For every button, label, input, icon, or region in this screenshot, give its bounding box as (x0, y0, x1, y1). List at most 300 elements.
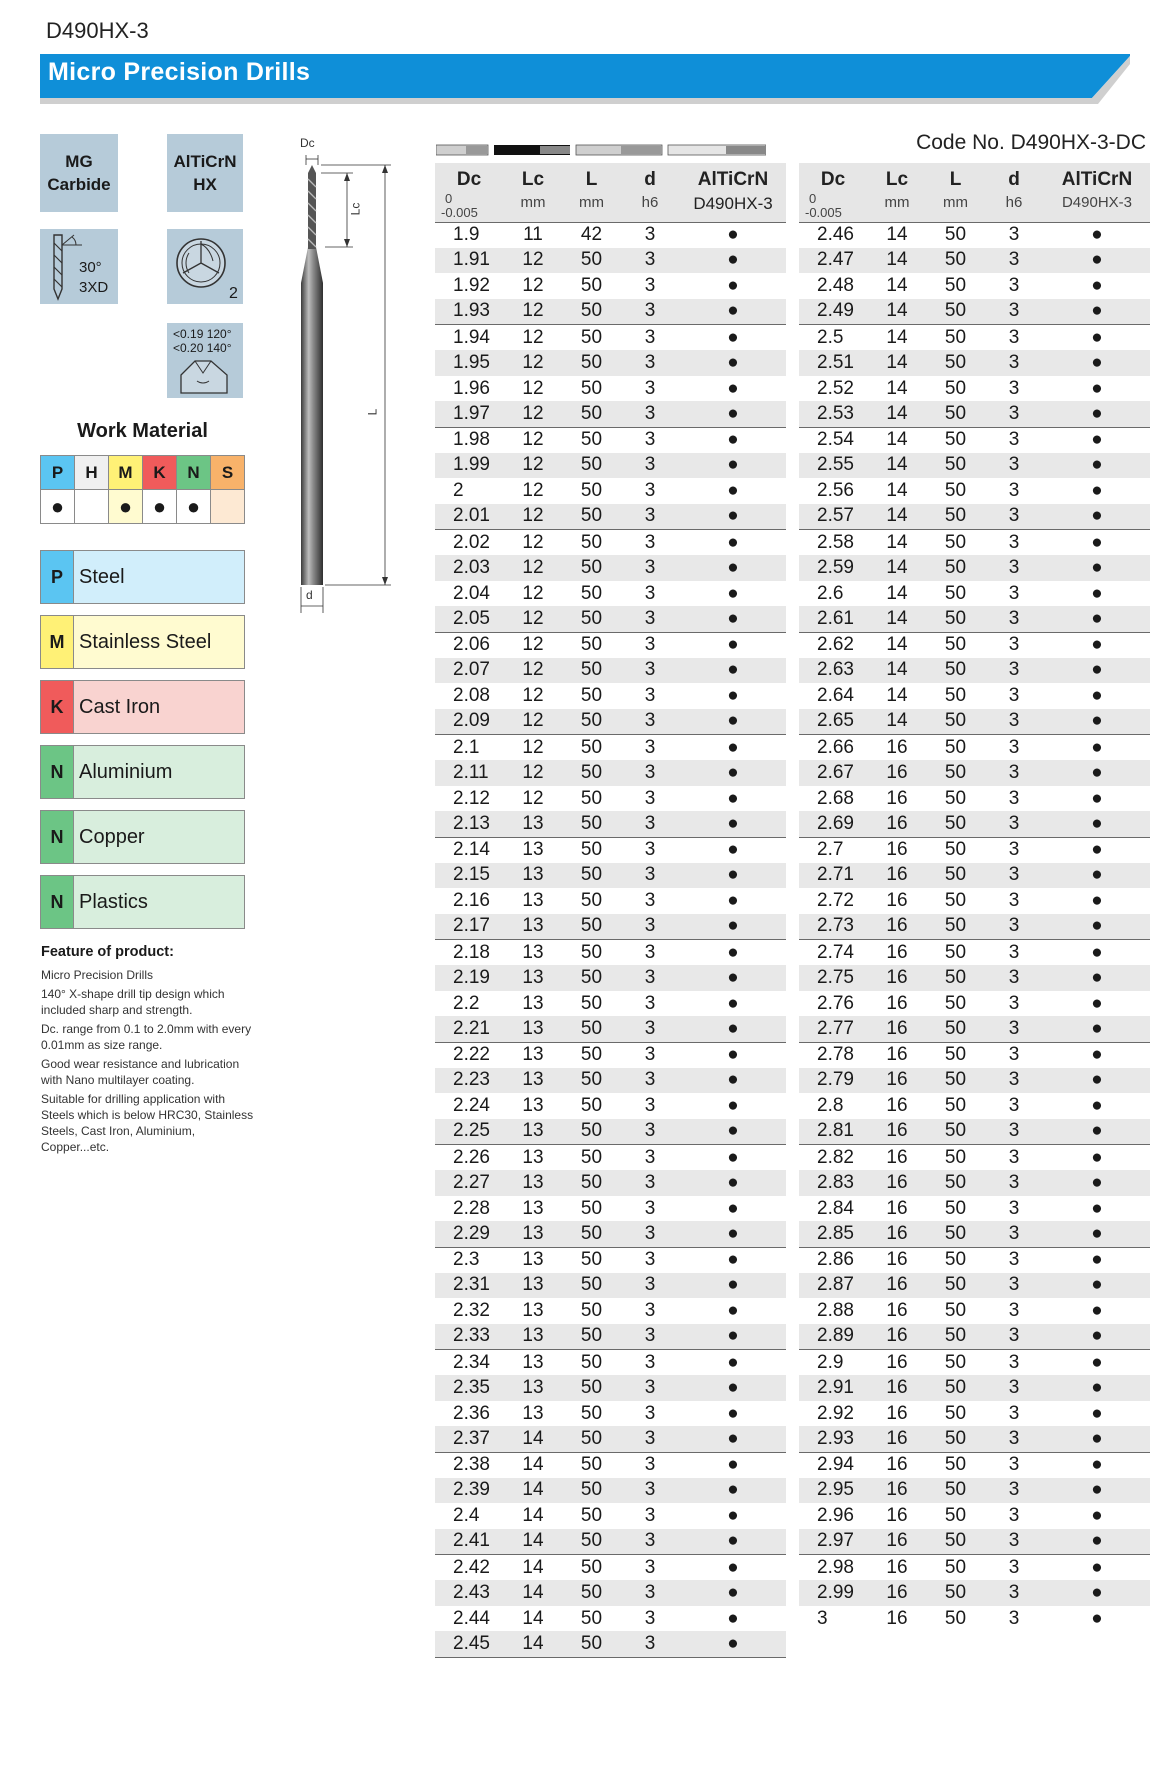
cell-d: 3 (644, 582, 656, 604)
cell-lc: 16 (886, 1249, 908, 1271)
cell-d: 3 (620, 555, 680, 581)
cell-d: 3 (1008, 941, 1020, 963)
work-material-letter-h: H (75, 456, 109, 490)
material-letter: P (41, 551, 74, 603)
cell-lc: 14 (886, 377, 908, 399)
table-row (799, 273, 1150, 299)
cell-availability: ● (1091, 1146, 1103, 1168)
cell-lc: 13 (522, 992, 544, 1014)
cell-d: 3 (984, 1221, 1044, 1247)
cell-availability: ● (1044, 350, 1150, 376)
table-row (435, 1170, 786, 1196)
cell-l: 50 (563, 1170, 620, 1196)
table-row (799, 299, 1150, 325)
cell-l: 50 (563, 453, 620, 479)
cell-lc: 13 (503, 914, 563, 940)
cell-availability: ● (727, 1351, 739, 1373)
cell-d: 3 (620, 299, 680, 325)
spec-table-right (799, 163, 1150, 1631)
cell-d: 3 (1008, 1095, 1020, 1117)
cell-l: 50 (563, 1529, 620, 1555)
cell-l: 50 (944, 1095, 967, 1117)
table-row (435, 1426, 786, 1452)
cell-dc: 2.14 (453, 839, 490, 861)
cell-dc: 2.17 (435, 914, 503, 940)
cell-d: 3 (644, 685, 656, 707)
cell-l: 50 (563, 914, 620, 940)
table-row (799, 1503, 1150, 1529)
col-lc-unit: mm (884, 194, 910, 211)
cell-availability: ● (727, 1556, 739, 1578)
cell-dc: 2.26 (453, 1146, 490, 1168)
cell-l: 50 (944, 736, 967, 758)
cell-d: 3 (644, 992, 656, 1014)
cell-d: 3 (644, 1556, 656, 1578)
feature-line: Good wear resistance and lubrication with Nano multilayer coating. (41, 1057, 240, 1087)
cell-availability: ● (1091, 1402, 1103, 1424)
cell-d: 3 (984, 658, 1044, 684)
table-row (799, 1273, 1150, 1299)
cell-l: 50 (927, 1170, 984, 1196)
cell-d: 3 (984, 760, 1044, 786)
cell-lc: 16 (867, 1529, 927, 1555)
cell-dc: 1.98 (453, 429, 490, 451)
cell-d: 3 (620, 1426, 680, 1452)
cell-lc: 16 (867, 1478, 927, 1504)
cell-dc: 2.84 (817, 1197, 854, 1219)
cell-lc: 13 (503, 965, 563, 991)
cell-lc: 12 (503, 248, 563, 274)
cell-d: 3 (620, 1016, 680, 1042)
cell-d: 3 (620, 914, 680, 940)
cell-dc: 2.93 (799, 1426, 867, 1452)
spec-table-header (435, 163, 786, 222)
cell-lc: 12 (522, 787, 544, 809)
cell-lc: 14 (503, 1529, 563, 1555)
table-row (435, 1016, 786, 1042)
cell-l: 50 (563, 863, 620, 889)
material-letter: N (41, 746, 74, 798)
table-row (799, 248, 1150, 274)
cell-dc: 2.66 (817, 736, 854, 758)
table-row (435, 863, 786, 889)
table-row (799, 427, 1150, 453)
cell-l: 50 (927, 1016, 984, 1042)
cell-l: 50 (927, 555, 984, 581)
cell-lc: 12 (522, 429, 544, 451)
cell-dc: 2.95 (799, 1478, 867, 1504)
material-name: Plastics (79, 890, 148, 913)
material-name: Copper (79, 825, 145, 848)
cell-d: 3 (1008, 685, 1020, 707)
cell-d: 3 (1008, 531, 1020, 553)
cell-l: 50 (927, 299, 984, 325)
cell-dc: 2.78 (817, 1044, 854, 1066)
table-row (799, 350, 1150, 376)
cell-l: 50 (580, 429, 603, 451)
cell-d: 3 (620, 350, 680, 376)
cell-dc: 2.21 (435, 1016, 503, 1042)
cell-dc: 2.7 (817, 839, 844, 861)
material-copper (40, 810, 245, 864)
cell-l: 50 (563, 555, 620, 581)
cell-dc: 2.77 (799, 1016, 867, 1042)
cell-l: 50 (580, 839, 603, 861)
drill-taper (301, 247, 323, 283)
cell-availability: ● (680, 1170, 786, 1196)
helix-angle-label: 30° (79, 259, 102, 276)
cell-l: 50 (944, 787, 967, 809)
cell-l: 50 (580, 1249, 603, 1271)
cell-dc: 2.46 (817, 224, 854, 246)
table-row (799, 683, 1150, 709)
cell-availability: ● (1044, 709, 1150, 735)
cell-l: 50 (944, 429, 967, 451)
cell-lc: 12 (503, 760, 563, 786)
cell-d: 3 (620, 1631, 680, 1657)
cell-dc: 2.79 (799, 1068, 867, 1094)
cell-d: 3 (1008, 839, 1020, 861)
cell-d: 3 (644, 429, 656, 451)
cell-lc: 16 (867, 1221, 927, 1247)
cell-availability: ● (727, 1197, 739, 1219)
cell-dc: 2.34 (453, 1351, 490, 1373)
cell-availability: ● (727, 736, 739, 758)
cell-l: 50 (580, 1351, 603, 1373)
cell-l: 50 (563, 1631, 620, 1657)
cell-availability: ● (727, 1402, 739, 1424)
cell-d: 3 (984, 1068, 1044, 1094)
cell-d: 3 (1008, 992, 1020, 1014)
cell-d: 3 (984, 1016, 1044, 1042)
cell-lc: 14 (886, 531, 908, 553)
cell-dc: 2.49 (799, 299, 867, 325)
cell-availability: ● (1044, 453, 1150, 479)
l-dimension-label: L (365, 408, 380, 416)
cell-d: 3 (984, 350, 1044, 376)
cell-d: 3 (984, 1375, 1044, 1401)
col-lc-label: Lc (521, 169, 545, 190)
cell-lc: 13 (503, 1068, 563, 1094)
table-row (799, 453, 1150, 479)
table-row (435, 248, 786, 274)
table-row (799, 1145, 1150, 1171)
cell-availability: ● (1044, 811, 1150, 837)
cell-dc: 2.1 (453, 736, 480, 758)
cell-availability: ● (727, 839, 739, 861)
cell-dc: 2.43 (435, 1580, 503, 1606)
cell-d: 3 (1008, 1044, 1020, 1066)
cell-lc: 16 (867, 1016, 927, 1042)
cell-l: 50 (927, 709, 984, 735)
cell-lc: 14 (886, 685, 908, 707)
cell-d: 3 (984, 811, 1044, 837)
table-row (435, 1196, 786, 1222)
cell-d: 3 (984, 1426, 1044, 1452)
d-dimension-label: d (306, 588, 313, 602)
col-coating-code: D490HX-3 (1061, 194, 1133, 211)
col-d-label: d (644, 169, 656, 190)
cell-l: 50 (563, 1375, 620, 1401)
cell-availability: ● (1044, 1375, 1150, 1401)
cell-l: 50 (580, 634, 603, 656)
table-row (435, 1631, 786, 1657)
cell-l: 50 (927, 1580, 984, 1606)
work-material-mark-p: ● (41, 490, 75, 524)
cell-l: 50 (944, 275, 967, 297)
cell-dc: 1.9 (453, 224, 480, 246)
table-row (799, 863, 1150, 889)
cell-lc: 14 (886, 634, 908, 656)
cell-availability: ● (1044, 863, 1150, 889)
table-row (435, 1324, 786, 1350)
cell-d: 3 (620, 1375, 680, 1401)
cell-dc: 2.04 (453, 582, 490, 604)
cell-d: 3 (984, 299, 1044, 325)
cell-lc: 13 (503, 1221, 563, 1247)
cell-d: 3 (1008, 480, 1020, 502)
table-row (799, 325, 1150, 351)
cell-availability: ● (1091, 1095, 1103, 1117)
cell-dc: 2.56 (817, 480, 854, 502)
cell-l: 42 (580, 224, 603, 246)
cell-d: 3 (984, 504, 1044, 530)
table-row (435, 376, 786, 402)
point-angle-label-1: <0.19 120° (173, 327, 232, 341)
cell-l: 50 (927, 1119, 984, 1145)
cell-d: 3 (644, 1044, 656, 1066)
cell-dc: 2.86 (817, 1249, 854, 1271)
cell-availability: ● (680, 1273, 786, 1299)
table-row (799, 606, 1150, 632)
cell-lc: 13 (503, 863, 563, 889)
cell-d: 3 (620, 1068, 680, 1094)
cell-l: 50 (944, 839, 967, 861)
cell-d: 3 (984, 914, 1044, 940)
table-row (799, 1478, 1150, 1504)
cell-availability: ● (727, 480, 739, 502)
cell-d: 3 (644, 1300, 656, 1322)
material-cast-iron (40, 680, 245, 734)
cell-availability: ● (1044, 555, 1150, 581)
cell-lc: 14 (503, 1478, 563, 1504)
cell-dc: 2.99 (799, 1580, 867, 1606)
cell-availability: ● (1091, 429, 1103, 451)
table-row (799, 786, 1150, 812)
col-coating-code: D490HX-3 (693, 194, 773, 213)
cell-dc: 2.42 (453, 1556, 490, 1578)
table-row (435, 811, 786, 837)
cell-dc: 2.55 (799, 453, 867, 479)
cell-dc: 3 (817, 1607, 828, 1629)
table-row (799, 222, 1150, 248)
cell-dc: 1.92 (453, 275, 490, 297)
cell-dc: 2.48 (817, 275, 854, 297)
cell-dc: 2.63 (799, 658, 867, 684)
table-row (435, 1375, 786, 1401)
cell-availability: ● (1044, 1426, 1150, 1452)
cell-d: 3 (620, 811, 680, 837)
cell-lc: 13 (522, 941, 544, 963)
cell-l: 50 (944, 531, 967, 553)
cell-dc: 2.87 (799, 1273, 867, 1299)
cell-l: 50 (563, 1273, 620, 1299)
cell-dc: 2.74 (817, 941, 854, 963)
cell-l: 50 (580, 736, 603, 758)
table-row (435, 1247, 786, 1273)
cell-lc: 13 (503, 811, 563, 837)
cell-d: 3 (984, 1324, 1044, 1350)
cell-availability: ● (680, 811, 786, 837)
table-row (799, 760, 1150, 786)
cell-dc: 2.58 (817, 531, 854, 553)
cell-l: 50 (580, 941, 603, 963)
cell-dc: 1.96 (453, 377, 490, 399)
material-badge-line2: Carbide (47, 175, 111, 194)
cell-lc: 16 (886, 890, 908, 912)
cell-l: 50 (927, 1375, 984, 1401)
table-row (799, 1298, 1150, 1324)
helix-angle-icon (40, 229, 118, 304)
table-row (799, 914, 1150, 940)
cell-l: 50 (563, 1426, 620, 1452)
cell-dc: 2.71 (799, 863, 867, 889)
cell-availability: ● (727, 531, 739, 553)
cell-lc: 14 (886, 429, 908, 451)
cell-availability: ● (1091, 634, 1103, 656)
feature-line: Micro Precision Drills (41, 968, 154, 982)
table-row (799, 1606, 1150, 1632)
work-material-letter-k: K (143, 456, 177, 490)
work-material-letter-n: N (177, 456, 211, 490)
cell-d: 3 (644, 531, 656, 553)
cell-d: 3 (1008, 1556, 1020, 1578)
dc-tolerance-bottom: -0.005 (805, 205, 842, 220)
table-row (799, 1068, 1150, 1094)
cell-dc: 2.01 (435, 504, 503, 530)
cell-l: 50 (944, 1146, 967, 1168)
cell-d: 3 (644, 1505, 656, 1527)
table-row (435, 1119, 786, 1145)
table-row (799, 940, 1150, 966)
cell-d: 3 (984, 1119, 1044, 1145)
dc-tolerance-top: 0 (445, 191, 453, 206)
cell-d: 3 (1008, 326, 1020, 348)
cell-l: 50 (563, 401, 620, 427)
col-l (563, 163, 620, 222)
cell-d: 3 (1008, 1351, 1020, 1373)
table-row (435, 1503, 786, 1529)
cell-l: 50 (944, 941, 967, 963)
title-banner (40, 54, 1130, 106)
table-row (435, 1555, 786, 1581)
cell-lc: 14 (867, 401, 927, 427)
cell-lc: 12 (503, 555, 563, 581)
table-row (799, 888, 1150, 914)
table-row (799, 837, 1150, 863)
cell-lc: 12 (522, 275, 544, 297)
cell-dc: 2.82 (817, 1146, 854, 1168)
cell-lc: 13 (522, 890, 544, 912)
cell-l: 50 (927, 914, 984, 940)
cell-dc: 2.13 (435, 811, 503, 837)
cell-availability: ● (680, 965, 786, 991)
cell-d: 3 (644, 224, 656, 246)
cell-availability: ● (1091, 275, 1103, 297)
work-material-letter-p: P (41, 456, 75, 490)
cell-lc: 16 (886, 1607, 908, 1629)
cell-lc: 14 (522, 1607, 544, 1629)
cell-d: 3 (620, 1273, 680, 1299)
cell-l: 50 (563, 350, 620, 376)
table-row (435, 1145, 786, 1171)
table-row (799, 965, 1150, 991)
cell-dc: 2.5 (817, 326, 844, 348)
cell-l: 50 (563, 965, 620, 991)
cell-d: 3 (1008, 1249, 1020, 1271)
cell-lc: 13 (503, 1170, 563, 1196)
cell-dc: 2.59 (799, 555, 867, 581)
cell-availability: ● (1044, 504, 1150, 530)
table-row (799, 555, 1150, 581)
cell-dc: 2.97 (799, 1529, 867, 1555)
cell-lc: 12 (503, 709, 563, 735)
table-row (435, 222, 786, 248)
cell-d: 3 (1008, 1197, 1020, 1219)
spec-table-header (799, 163, 1150, 222)
feature-line: Dc. range from 0.1 to 2.0mm with every 0.01mm as size range. (41, 1022, 252, 1052)
cell-l: 50 (563, 1119, 620, 1145)
table-row (435, 837, 786, 863)
dc-dimension-label: Dc (300, 136, 315, 150)
cell-availability: ● (680, 658, 786, 684)
cell-lc: 16 (886, 736, 908, 758)
cell-lc: 13 (522, 1095, 544, 1117)
cell-d: 3 (984, 1580, 1044, 1606)
col-lc-label: Lc (885, 169, 909, 190)
cell-availability: ● (1044, 914, 1150, 940)
cell-l: 50 (944, 1044, 967, 1066)
cell-d: 3 (984, 965, 1044, 991)
table-row (799, 1529, 1150, 1555)
col-l (927, 163, 984, 222)
cell-dc: 2.25 (435, 1119, 503, 1145)
work-material-mark-m: ● (109, 490, 143, 524)
cell-availability: ● (680, 606, 786, 632)
table-row (799, 1375, 1150, 1401)
cell-l: 50 (944, 326, 967, 348)
cell-d: 3 (620, 453, 680, 479)
cell-dc: 2.76 (817, 992, 854, 1014)
cell-availability: ● (680, 760, 786, 786)
cell-lc: 12 (522, 326, 544, 348)
cell-d: 3 (620, 1324, 680, 1350)
cell-dc: 2.37 (435, 1426, 503, 1452)
cell-dc: 2.32 (453, 1300, 490, 1322)
cell-dc: 2.72 (817, 890, 854, 912)
col-coating-label: AlTiCrN (697, 169, 769, 190)
cell-l: 50 (944, 1300, 967, 1322)
cell-l: 50 (563, 1324, 620, 1350)
cell-d: 3 (1008, 377, 1020, 399)
cell-lc: 13 (503, 1016, 563, 1042)
work-material-title: Work Material (77, 420, 208, 442)
cell-dc: 2.83 (799, 1170, 867, 1196)
cell-lc: 16 (867, 1580, 927, 1606)
coating-badge-line2: HX (193, 175, 217, 194)
cell-l: 50 (927, 863, 984, 889)
cell-dc: 2.57 (799, 504, 867, 530)
